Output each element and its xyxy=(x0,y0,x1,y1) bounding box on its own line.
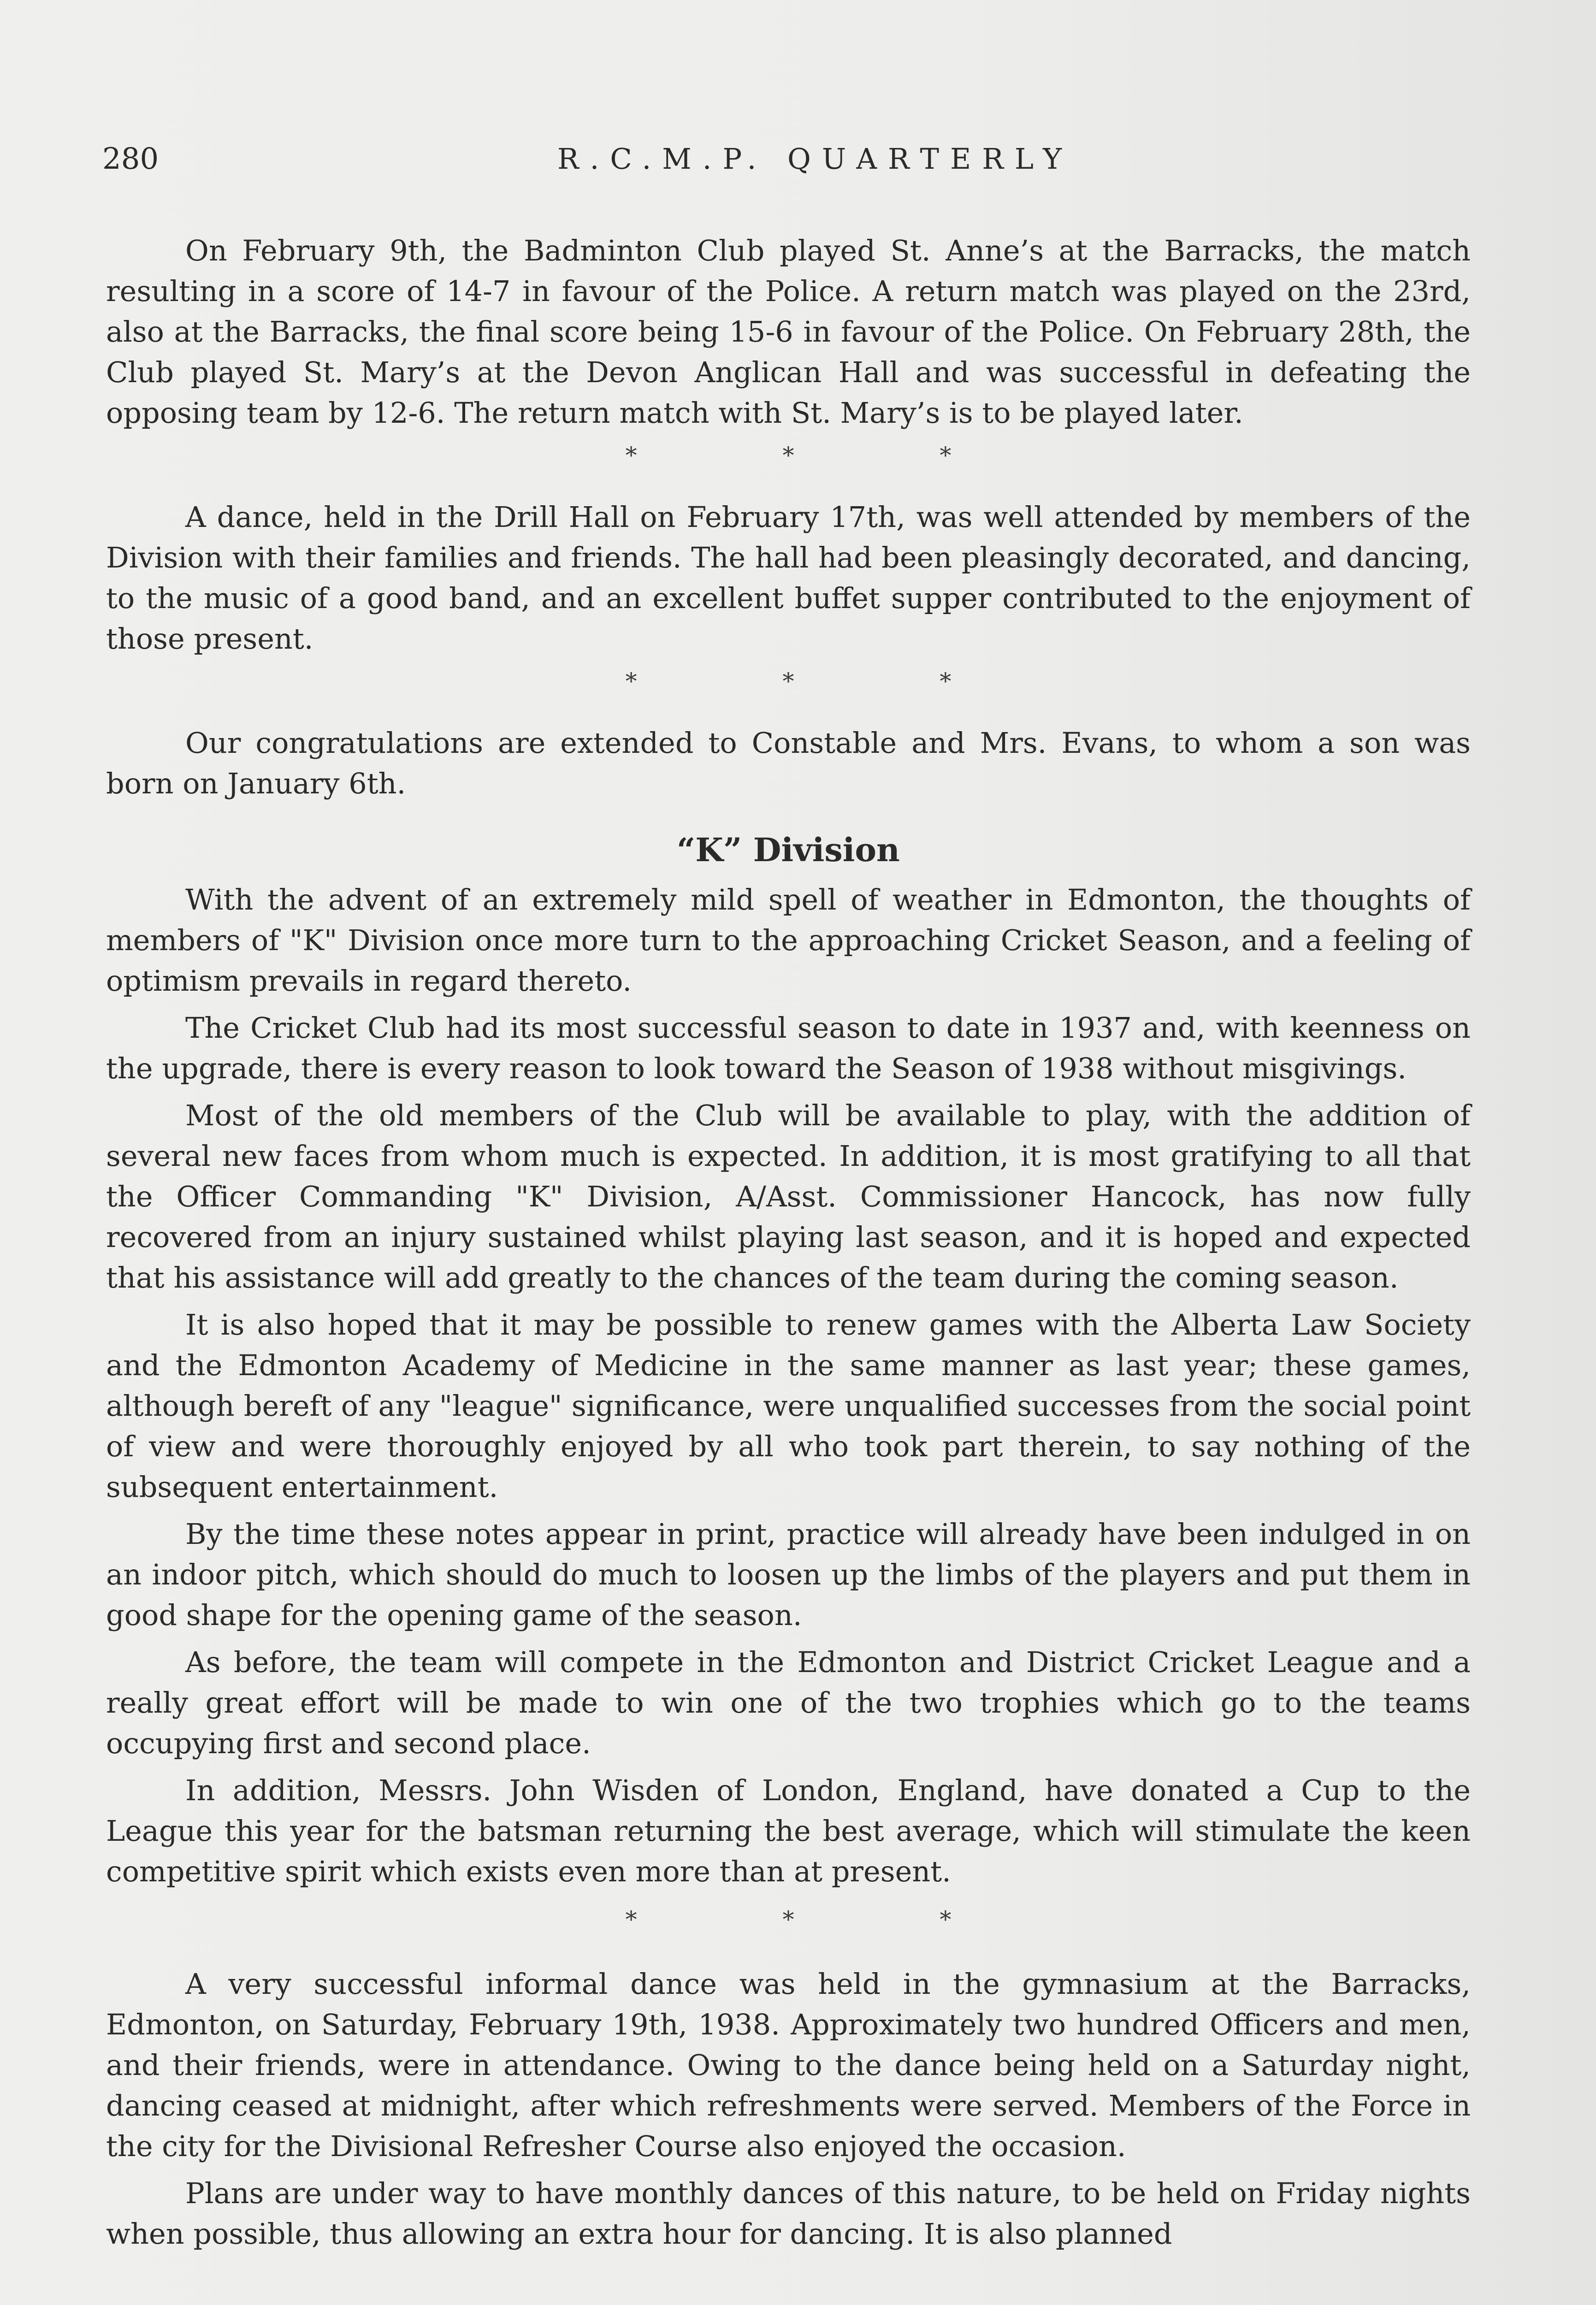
section-separator: * * * xyxy=(625,668,1021,695)
section-heading-k-division: “K” Division xyxy=(677,831,900,869)
paragraph-cricket-club: The Cricket Club had its most successful season to date in 1937 and, with keenness on the upgrade, there is every reason to look toward the Season of 1938 without misgivings. xyxy=(106,1011,1471,1085)
page-number: 280 xyxy=(102,142,159,176)
paragraph-congratulations: Our congratulations are extended to Constable and Mrs. Evans, to whom a son was born on January 6th. xyxy=(106,726,1471,800)
running-title: R.C.M.P. QUARTERLY xyxy=(557,142,1073,176)
paragraph-wisden-cup: In addition, Messrs. John Wisden of London, England, have donated a Cup to the League this year for the batsman returning the best average, which will stimulate the keen competitive spirit which exists even more than at present. xyxy=(106,1773,1471,1888)
paragraph-renew-games: It is also hoped that it may be possible to renew games with the Alberta Law Society and the Edmonton Academy of Medicine in the same manner as last year; these games, although bereft of any "league" significance, were unqualified successes from the social point of view and were thoroughly enjoyed by all who took part therein, to say nothing of the subsequent entertainment. xyxy=(106,1308,1471,1504)
paragraph-league: As before, the team will compete in the Edmonton and District Cricket League and a really great effort will be made to win one of the two trophies which go to the teams occupying first and second place. xyxy=(106,1645,1471,1760)
section-separator: * * * xyxy=(625,1906,1021,1933)
paragraph-indoor-practice: By the time these notes appear in print, practice will already have been indulged in on an indoor pitch, which should do much to loosen up the limbs of the players and put them in good shape for the opening game of the season. xyxy=(106,1517,1471,1632)
paragraph-monthly-dances: Plans are under way to have monthly dances of this nature, to be held on Friday nights when possible, thus allowing an extra hour for dancing. It is also planned xyxy=(106,2176,1471,2251)
article-body xyxy=(106,230,1471,2254)
page-header xyxy=(102,134,1472,184)
paragraph-badminton: On February 9th, the Badminton Club played St. Anne’s at the Barracks, the match resulting in a score of 14-7 in favour of the Police. A return match was played on the 23rd, also at the Barracks, the final score being 15-6 in favour of the Police. On February 28th, the Club played St. Mary’s at the Devon Anglican Hall and was successful in defeating the opposing team by 12-6. The return match with St. Mary’s is to be played later. xyxy=(106,234,1471,430)
paragraph-club-members: Most of the old members of the Club will be available to play, with the addition of several new faces from whom much is expected. In addition, it is most gratifying to all that the Officer Commanding "K" Division, A/Asst. Commissioner Hancock, has now fully recovered from an injury sustained whilst playing last season, and it is hoped and expected that his assistance will add greatly to the chances of the team during the coming season. xyxy=(106,1099,1471,1294)
section-separator: * * * xyxy=(625,442,1021,469)
paragraph-cricket-season: With the advent of an extremely mild spell of weather in Edmonton, the thoughts of members of "K" Division once more turn to the approaching Cricket Season, and a feeling of optimism prevails in regard thereto. xyxy=(106,883,1471,998)
paragraph-dance-drill-hall: A dance, held in the Drill Hall on February 17th, was well attended by members of the Division with their families and friends. The hall had been pleasingly decorated, and dancing, to the music of a good band, and an excellent buffet supper contributed to the enjoyment of those present. xyxy=(106,500,1471,656)
paragraph-informal-dance: A very successful informal dance was held in the gymnasium at the Barracks, Edmonton, on Saturday, February 19th, 1938. Approximately two hundred Officers and men, and their friends, were in attendance. Owing to the dance being held on a Saturday night, dancing ceased at midnight, after which refreshments were served. Members of the Force in the city for the Divisional Refresher Course also enjoyed the occasion. xyxy=(106,1967,1471,2163)
